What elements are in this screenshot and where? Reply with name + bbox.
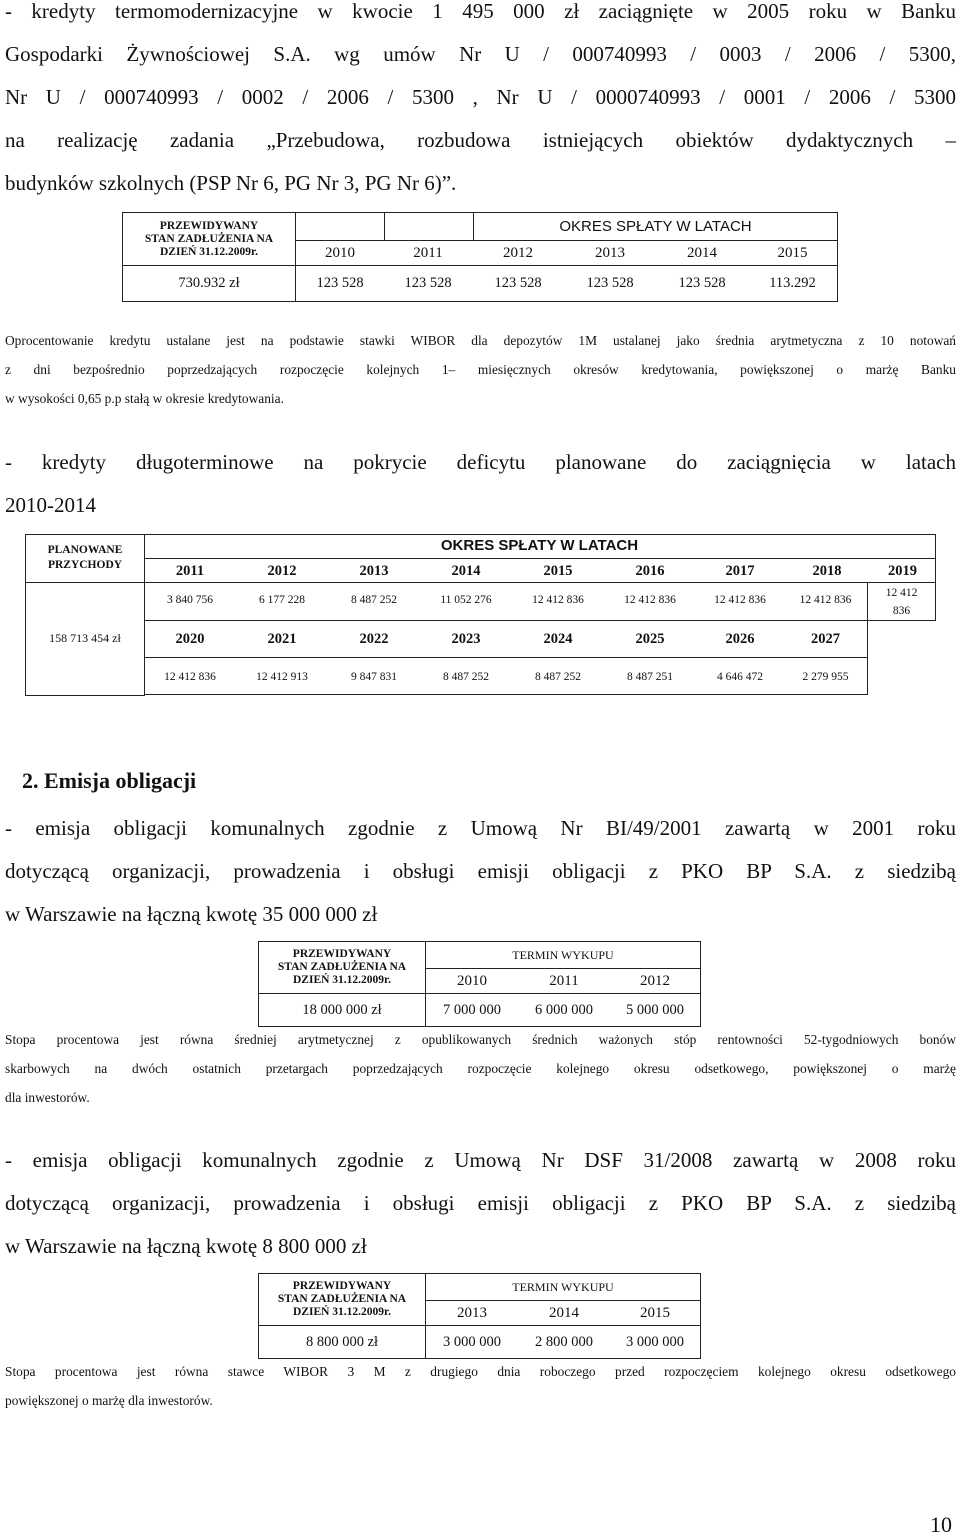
page-number: 10 — [930, 1512, 952, 1537]
repayment-value: 123 528 — [384, 266, 472, 302]
year-label: 2026 — [725, 631, 755, 647]
value-cell: 4 646 472 — [717, 671, 763, 683]
year-label: 2011 — [413, 245, 443, 261]
debt-repayment-table-1 — [122, 212, 838, 302]
interest-note-1 — [5, 326, 956, 413]
value-cell: 12 412 836 — [885, 587, 918, 617]
year-label: 2010 — [325, 245, 355, 261]
planned-revenue-total: 158 713 454 zł — [49, 631, 121, 645]
values-row-b — [144, 668, 867, 686]
value-cell: 8 487 252 — [535, 671, 581, 683]
redemption-value: 6 000 000 — [518, 994, 610, 1027]
note-line: Oprocentowanie kredytu ustalane jest na podstawie stawki WIBOR dla depozytów 1M ustalanej jako średnia arytmetyczna z 10 notowań — [5, 333, 956, 348]
year-label: 2013 — [359, 563, 389, 579]
redemption-value: 2 800 000 — [518, 1326, 610, 1359]
redemption-value: 3 000 000 — [426, 1326, 519, 1359]
year-label: 2011 — [549, 973, 579, 989]
note-line: Stopa procentowa jest równa stawce WIBOR 3 M z drugiego dnia roboczego przed rozpoczęciem kolejnego okresu odsetkowego — [5, 1364, 956, 1379]
value-cell: 2 279 955 — [802, 671, 849, 683]
note-line: Stopa procentowa jest równa średniej arytmetycznej z opublikowanych średnich ważonych stóp rentowności 52-tygodniowych bonów — [5, 1032, 956, 1047]
header-line: DZIEŃ 31.12.2009r. — [293, 1306, 391, 1318]
note-line: skarbowych na dwóch ostatnich przetargach poprzedzających rozpoczęcie kolejnego okresu odsetkowego, powiększonej o marżę — [5, 1061, 956, 1076]
year-label: 2018 — [812, 563, 842, 579]
note-line: z dni bezpośrednio poprzedzających rozpoczęcie kolejnych 1– miesięcznych okresów kredytowania, powiększonej o marżę Banku — [5, 362, 956, 377]
year-label: 2019 — [888, 563, 917, 579]
value-cell: 8 487 252 — [443, 671, 489, 683]
value-cell: 3 840 756 — [167, 594, 213, 606]
text-line: Gospodarki Żywnościowej S.A. wg umów Nr U / 000740993 / 0003 / 2006 / 5300, — [5, 42, 956, 66]
year-label: 2014 — [687, 245, 717, 261]
value-cell: 12 412 836 — [532, 594, 584, 606]
text-line: dotyczącą organizacji, prowadzenia i obsługi emisji obligacji z PKO BP S.A. z siedzibą — [5, 859, 956, 883]
year-label: 2014 — [549, 1305, 579, 1321]
repayment-period-header — [296, 213, 838, 266]
year-label: 2016 — [635, 563, 665, 579]
value-cell: 11 052 276 — [440, 594, 492, 606]
section-heading: 2. Emisja obligacji — [22, 768, 197, 793]
repayment-value: 113.292 — [748, 266, 838, 302]
repayment-period-label: OKRES SPŁATY W LATACH — [559, 218, 752, 235]
year-label: 2014 — [451, 563, 481, 579]
bond-redemption-table-1 — [258, 941, 701, 1027]
header-line: PLANOWANE — [47, 544, 123, 556]
year-label: 2011 — [175, 563, 205, 579]
value-cell: 6 177 228 — [259, 594, 305, 606]
interest-note-2 — [5, 1025, 956, 1112]
redemption-period-header — [426, 1274, 701, 1326]
text-line: - kredyty termomodernizacyjne w kwocie 1 495 000 zł zaciągnięte w 2005 roku w Banku — [5, 0, 956, 23]
redemption-label: TERMIN WYKUPU — [512, 948, 614, 962]
header-line: STAN ZADŁUŻENIA NA — [144, 232, 274, 245]
year-label: 2010 — [457, 973, 487, 989]
value-cell: 12 412 836 — [624, 594, 676, 606]
text-line: - emisja obligacji komunalnych zgodnie z Umową Nr BI/49/2001 zawartą w 2001 roku — [5, 816, 956, 840]
text-line: na realizację zadania „Przebudowa, rozbudowa istniejących obiektów dydaktycznych – — [5, 128, 956, 152]
year-label: 2015 — [543, 563, 573, 579]
repayment-value: 123 528 — [564, 266, 656, 302]
year-label: 2012 — [503, 245, 533, 261]
header-line: STAN ZADŁUŻENIA NA — [277, 961, 407, 973]
note-line: powiększonej o marżę dla inwestorów. — [5, 1393, 213, 1408]
year-label: 2024 — [543, 631, 573, 647]
forecast-debt-header — [259, 942, 426, 994]
text-line: w Warszawie na łączną kwotę 35 000 000 zł — [5, 902, 378, 926]
text-line: Nr U / 000740993 / 0002 / 2006 / 5300 , Nr U / 0000740993 / 0001 / 2006 / 5300 — [5, 85, 956, 109]
forecast-debt-header — [259, 1274, 426, 1326]
year-label: 2015 — [640, 1305, 670, 1321]
value-cell: 12 412 836 — [799, 594, 852, 606]
forecast-debt-header — [123, 213, 296, 266]
redemption-value: 5 000 000 — [610, 994, 701, 1027]
text-line: - kredyty długoterminowe na pokrycie deficytu planowane do zaciągnięcia w latach — [5, 450, 956, 474]
text-line: - emisja obligacji komunalnych zgodnie z Umową Nr DSF 31/2008 zawartą w 2008 roku — [5, 1148, 956, 1172]
header-line: PRZEWIDYWANY — [292, 948, 392, 960]
paragraph-bond-issue-2001 — [5, 807, 956, 936]
header-line: PRZEWIDYWANY — [159, 219, 259, 232]
interest-note-3 — [5, 1357, 956, 1415]
value-cell: 9 847 831 — [351, 671, 397, 683]
repayment-period-header: OKRES SPŁATY W LATACH — [440, 537, 639, 554]
value-cell: 12 412 836 — [714, 594, 766, 606]
note-line: dla inwestorów. — [5, 1090, 90, 1105]
values-row-a — [144, 590, 867, 610]
forecast-debt-value: 730.932 zł — [123, 266, 296, 302]
year-label: 2023 — [451, 631, 481, 647]
header-line: STAN ZADŁUŻENIA NA — [277, 1293, 407, 1305]
year-label: 2012 — [267, 563, 297, 579]
header-line: PRZEWIDYWANY — [292, 1280, 392, 1292]
planned-revenue-column — [25, 534, 145, 696]
year-label: 2017 — [725, 563, 755, 579]
redemption-value: 3 000 000 — [610, 1326, 701, 1359]
year-label: 2013 — [457, 1305, 487, 1321]
text-line: budynków szkolnych (PSP Nr 6, PG Nr 3, PG Nr 6)”. — [5, 171, 457, 195]
year-label: 2027 — [811, 631, 840, 647]
redemption-value: 7 000 000 — [426, 994, 519, 1027]
repayment-value: 123 528 — [472, 266, 564, 302]
repayment-value: 123 528 — [296, 266, 385, 302]
value-cell: 8 487 251 — [627, 671, 673, 683]
planned-revenue-header — [26, 543, 144, 573]
value-cell: 12 412 836 — [164, 671, 216, 683]
redemption-period-header — [426, 942, 701, 994]
year-label: 2015 — [777, 245, 808, 261]
years-row-b — [144, 630, 867, 648]
year-label: 2021 — [267, 631, 297, 647]
paragraph-long-term-loans — [5, 441, 956, 527]
paragraph-bond-issue-2008 — [5, 1139, 956, 1268]
header-line: DZIEŃ 31.12.2009r. — [293, 974, 391, 986]
value-cell: 8 487 252 — [351, 594, 397, 606]
note-line: w wysokości 0,65 p.p stałą w okresie kredytowania. — [5, 391, 284, 406]
header-line: DZIEŃ 31.12.2009r. — [160, 245, 258, 258]
value-cell: 12 412 913 — [256, 671, 308, 683]
year-label: 2022 — [359, 631, 389, 647]
repayment-value: 123 528 — [656, 266, 748, 302]
forecast-debt-value: 8 800 000 zł — [259, 1326, 426, 1359]
year-label: 2025 — [635, 631, 665, 647]
paragraph-termomodernization-loans — [5, 0, 956, 205]
redemption-label: TERMIN WYKUPU — [512, 1280, 614, 1294]
years-row-a — [144, 560, 935, 582]
text-line: 2010-2014 — [5, 493, 96, 517]
forecast-debt-value: 18 000 000 zł — [259, 994, 426, 1027]
bond-redemption-table-2 — [258, 1273, 701, 1359]
text-line: w Warszawie na łączną kwotę 8 800 000 zł — [5, 1234, 367, 1258]
text-line: dotyczącą organizacji, prowadzenia i obsługi emisji obligacji z PKO BP S.A. z siedzibą — [5, 1191, 956, 1215]
year-label: 2012 — [640, 973, 670, 989]
year-label: 2020 — [175, 631, 205, 647]
header-line: PRZYCHODY — [47, 559, 123, 571]
year-label: 2013 — [595, 245, 625, 261]
planned-loans-table — [25, 534, 937, 696]
